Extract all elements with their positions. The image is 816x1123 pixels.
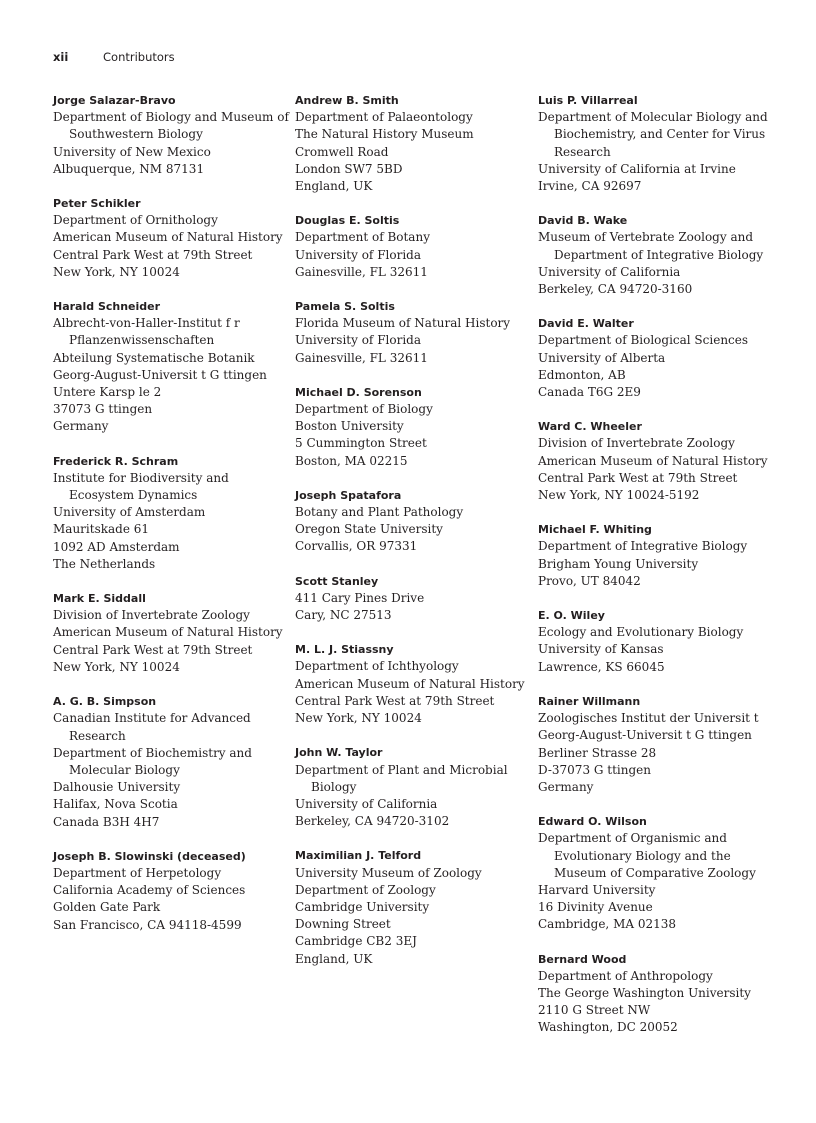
affiliation-line: American Museum of Natural History xyxy=(538,453,768,468)
affiliation-line: 1092 AD Amsterdam xyxy=(53,539,180,554)
contributor-name: Ward C. Wheeler xyxy=(538,420,642,434)
affiliation-line: Oregon State University xyxy=(295,522,443,537)
affiliation-line: Department of Plant and Microbial Biology xyxy=(295,762,508,794)
page-number: xii xyxy=(53,50,69,64)
contributor-entry xyxy=(295,573,530,625)
affiliation-line: Division of Invertebrate Zoology xyxy=(53,608,250,623)
contributor-name: David E. Walter xyxy=(538,317,634,331)
affiliation-line: Department of Ornithology xyxy=(53,213,218,228)
affiliation-line: University of Florida xyxy=(295,333,421,348)
affiliation-line: Halifax, Nova Scotia xyxy=(53,797,178,812)
affiliation-line: Berkeley, CA 94720-3102 xyxy=(295,814,450,829)
affiliation-line: University of Kansas xyxy=(538,642,664,657)
contributor-entry xyxy=(53,195,288,281)
affiliation-line: 37073 G ttingen xyxy=(53,402,153,417)
affiliation-line: Edmonton, AB xyxy=(538,367,626,382)
contributor-name: M. L. J. Stiassny xyxy=(295,643,394,657)
contributor-name: Bernard Wood xyxy=(538,952,627,966)
contributor-entry xyxy=(295,744,530,830)
contributor-entry xyxy=(538,951,773,1037)
contributor-name: Mark E. Siddall xyxy=(53,592,146,606)
affiliation-line: University of New Mexico xyxy=(53,144,211,159)
affiliation-line: Department of Biological Sciences xyxy=(538,333,749,348)
contributor-entry xyxy=(538,418,773,504)
contributor-entry xyxy=(53,298,288,436)
affiliation-line: New York, NY 10024 xyxy=(53,264,180,279)
affiliation-line: Golden Gate Park xyxy=(53,900,161,915)
contributor-name: Pamela S. Soltis xyxy=(295,300,395,314)
contributor-name: Andrew B. Smith xyxy=(295,94,399,107)
contributor-entry xyxy=(538,315,773,401)
affiliation-line: Department of Ichthyology xyxy=(295,659,459,674)
contributor-name: Joseph B. Slowinski (deceased) xyxy=(53,849,246,863)
affiliation-line: Brigham Young University xyxy=(538,556,699,571)
affiliation-line: Department of Integrative Biology xyxy=(538,539,748,554)
affiliation-line: Central Park West at 79th Street xyxy=(538,470,738,485)
contributor-entry xyxy=(538,92,773,195)
contributor-name: Michael F. Whiting xyxy=(538,523,652,537)
affiliation-line: Albrecht-von-Haller-Institut f r Pflanzenwissenschaften xyxy=(53,316,240,348)
contributor-name: Peter Schikler xyxy=(53,197,141,211)
affiliation-line: Department of Zoology xyxy=(295,882,436,897)
affiliation-line: Provo, UT 84042 xyxy=(538,573,641,588)
affiliation-line: Abteilung Systematische Botanik xyxy=(53,350,255,365)
affiliation-line: Division of Invertebrate Zoology xyxy=(538,436,735,451)
affiliation-line: Mauritskade 61 xyxy=(53,522,150,537)
affiliation-line: Irvine, CA 92697 xyxy=(538,179,642,194)
affiliation-line: San Francisco, CA 94118-4599 xyxy=(53,917,242,932)
running-header xyxy=(53,50,175,64)
contributor-name: Douglas E. Soltis xyxy=(295,214,400,228)
contributor-name: E. O. Wiley xyxy=(538,609,605,623)
affiliation-line: Boston University xyxy=(295,419,404,434)
contributor-name: A. G. B. Simpson xyxy=(53,695,157,709)
affiliation-line: New York, NY 10024-5192 xyxy=(538,488,700,503)
contributor-name: Jorge Salazar-Bravo xyxy=(53,94,176,107)
contributor-name: Harald Schneider xyxy=(53,300,161,314)
affiliation-line: Central Park West at 79th Street xyxy=(295,693,495,708)
affiliation-line: California Academy of Sciences xyxy=(53,883,246,898)
affiliation-line: Germany xyxy=(538,779,594,794)
affiliation-line: Albuquerque, NM 87131 xyxy=(53,161,205,176)
contributor-name: David B. Wake xyxy=(538,214,628,228)
affiliation-line: Georg-August-Universit t G ttingen xyxy=(538,728,752,743)
contributor-entry xyxy=(53,693,288,831)
contributors-column-3 xyxy=(538,92,773,1054)
contributor-name: Maximilian J. Telford xyxy=(295,849,422,863)
contributor-entry xyxy=(53,848,288,934)
contributor-entry xyxy=(295,212,530,281)
contributor-entry xyxy=(53,453,288,573)
affiliation-line: England, UK xyxy=(295,951,373,966)
affiliation-line: University of Florida xyxy=(295,247,421,262)
affiliation-line: Lawrence, KS 66045 xyxy=(538,659,665,674)
contributor-name: Luis P. Villarreal xyxy=(538,94,638,107)
contributor-entry xyxy=(295,92,530,195)
contributors-column-2 xyxy=(295,92,530,985)
affiliation-line: Department of Botany xyxy=(295,230,430,245)
contributor-entry xyxy=(295,641,530,727)
contributor-entry xyxy=(538,813,773,933)
affiliation-line: Central Park West at 79th Street xyxy=(53,247,253,262)
contributor-entry xyxy=(295,384,530,470)
contributor-entry xyxy=(538,693,773,796)
contributor-entry xyxy=(538,607,773,676)
contributor-entry xyxy=(538,212,773,298)
affiliation-line: D-37073 G ttingen xyxy=(538,762,652,777)
affiliation-line: Cary, NC 27513 xyxy=(295,608,392,623)
affiliation-line: 411 Cary Pines Drive xyxy=(295,590,425,605)
affiliation-line: University of Amsterdam xyxy=(53,505,206,520)
affiliation-line: London SW7 5BD xyxy=(295,161,403,176)
affiliation-line: Museum of Vertebrate Zoology and Department of Integrative Biology xyxy=(538,230,764,262)
affiliation-line: Canadian Institute for Advanced Research xyxy=(53,711,251,743)
affiliation-line: 2110 G Street NW xyxy=(538,1003,651,1018)
affiliation-line: The Natural History Museum xyxy=(295,127,474,142)
affiliation-line: Gainesville, FL 32611 xyxy=(295,264,428,279)
contributor-entry xyxy=(295,847,530,967)
affiliation-line: New York, NY 10024 xyxy=(53,659,180,674)
affiliation-line: Harvard University xyxy=(538,882,656,897)
affiliation-line: Department of Biology and Museum of Southwestern Biology xyxy=(53,110,289,142)
affiliation-line: Canada B3H 4H7 xyxy=(53,814,160,829)
affiliation-line: Zoologisches Institut der Universit t xyxy=(538,711,759,726)
affiliation-line: England, UK xyxy=(295,179,373,194)
affiliation-line: Canada T6G 2E9 xyxy=(538,385,641,400)
contributor-name: Edward O. Wilson xyxy=(538,815,647,829)
affiliation-line: Georg-August-Universit t G ttingen xyxy=(53,367,267,382)
affiliation-line: Department of Biochemistry and Molecular Biology xyxy=(53,745,252,777)
affiliation-line: Ecology and Evolutionary Biology xyxy=(538,625,744,640)
affiliation-line: Institute for Biodiversity and Ecosystem Dynamics xyxy=(53,470,229,503)
contributors-column-1 xyxy=(53,92,288,951)
affiliation-line: University of California xyxy=(538,264,681,279)
contributor-name: Michael D. Sorenson xyxy=(295,385,422,399)
contributor-entry xyxy=(295,487,530,556)
contributor-entry xyxy=(53,92,288,178)
affiliation-line: Cambridge, MA 02138 xyxy=(538,917,677,932)
affiliation-line: University Museum of Zoology xyxy=(295,865,482,880)
affiliation-line: Gainesville, FL 32611 xyxy=(295,350,428,365)
contributor-name: Rainer Willmann xyxy=(538,694,641,708)
contributor-entry xyxy=(295,298,530,367)
affiliation-line: Central Park West at 79th Street xyxy=(53,642,253,657)
affiliation-line: Botany and Plant Pathology xyxy=(295,505,464,520)
affiliation-line: Department of Palaeontology xyxy=(295,110,473,125)
affiliation-line: Berliner Strasse 28 xyxy=(538,745,657,760)
affiliation-line: Cambridge University xyxy=(295,899,430,914)
affiliation-line: Boston, MA 02215 xyxy=(295,453,408,468)
contributor-name: Scott Stanley xyxy=(295,574,379,588)
contributor-entry xyxy=(53,590,288,676)
affiliation-line: Downing Street xyxy=(295,917,391,932)
affiliation-line: New York, NY 10024 xyxy=(295,711,422,726)
affiliation-line: Germany xyxy=(53,419,109,434)
affiliation-line: Department of Molecular Biology and Biochemistry, and Center for Virus Research xyxy=(538,110,768,159)
affiliation-line: The George Washington University xyxy=(538,985,751,1000)
affiliation-line: University of California xyxy=(295,796,438,811)
affiliation-line: Department of Organismic and Evolutionary Biology and the Museum of Comparative Zoology xyxy=(538,831,756,880)
contributor-name: Joseph Spatafora xyxy=(295,488,402,502)
contributor-name: Frederick R. Schram xyxy=(53,454,179,468)
section-title: Contributors xyxy=(103,50,175,64)
affiliation-line: Berkeley, CA 94720-3160 xyxy=(538,282,693,297)
affiliation-line: Department of Biology xyxy=(295,402,433,417)
affiliation-line: Cromwell Road xyxy=(295,144,389,159)
affiliation-line: 16 Divinity Avenue xyxy=(538,900,653,915)
affiliation-line: University of Alberta xyxy=(538,350,666,365)
affiliation-line: Untere Karsp le 2 xyxy=(53,385,162,400)
affiliation-line: Department of Anthropology xyxy=(538,968,713,983)
affiliation-line: American Museum of Natural History xyxy=(53,230,283,245)
affiliation-line: Florida Museum of Natural History xyxy=(295,316,511,331)
affiliation-line: The Netherlands xyxy=(53,556,156,571)
affiliation-line: University of California at Irvine xyxy=(538,161,736,176)
affiliation-line: Dalhousie University xyxy=(53,780,181,795)
contributor-entry xyxy=(538,521,773,590)
affiliation-line: 5 Cummington Street xyxy=(295,436,427,451)
affiliation-line: American Museum of Natural History xyxy=(295,676,525,691)
affiliation-line: Corvallis, OR 97331 xyxy=(295,539,418,554)
affiliation-line: Department of Herpetology xyxy=(53,865,222,880)
affiliation-line: American Museum of Natural History xyxy=(53,625,283,640)
affiliation-line: Cambridge CB2 3EJ xyxy=(295,934,417,949)
contributor-name: John W. Taylor xyxy=(295,746,383,760)
affiliation-line: Washington, DC 20052 xyxy=(538,1020,678,1035)
